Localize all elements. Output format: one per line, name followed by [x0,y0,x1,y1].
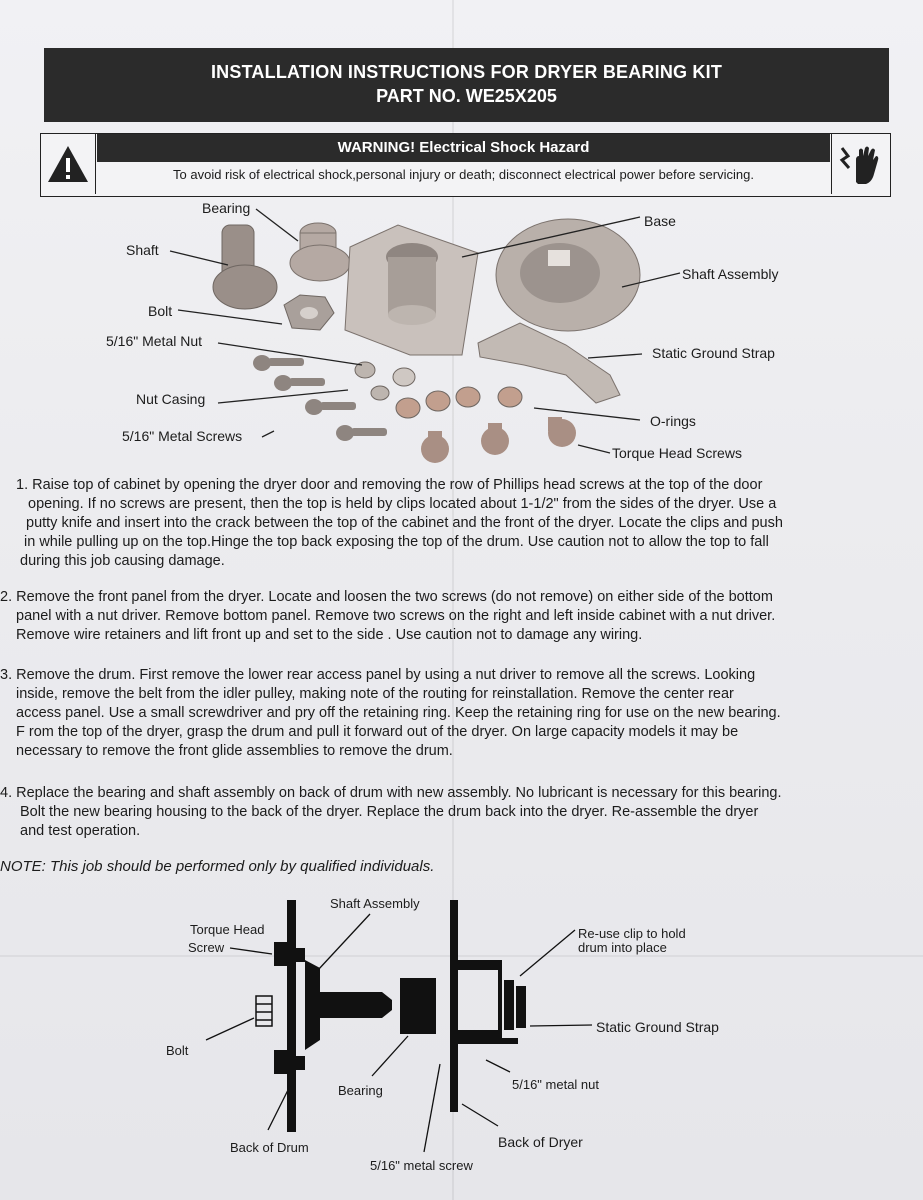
label-shaft: Shaft [126,242,159,258]
label-metal-nut: 5/16" Metal Nut [106,333,203,349]
warning-text: To avoid risk of electrical shock,personal injury or death; disconnect electrical power before servicing. [173,167,754,182]
step-number: 1. [16,477,29,493]
torque-head-screws-part [421,417,576,463]
label-torque-head-screws: Torque Head Screws [612,445,742,461]
diagram-label-back-of-dryer: Back of Dryer [498,1134,583,1150]
step-number: 4. [0,785,13,801]
parts-illustration [0,195,923,475]
nuts-and-orings-part [355,362,522,418]
step-line: Remove wire retainers and lift front up and set to the side . Use caution not to damage any wiring. [16,627,643,643]
label-static-ground-strap: Static Ground Strap [652,345,775,361]
label-shaft-assembly: Shaft Assembly [682,266,779,282]
shaft-assembly-part [496,219,640,331]
title-banner [44,48,889,122]
label-metal-screws: 5/16" Metal Screws [122,428,243,444]
label-o-rings: O-rings [650,413,696,429]
step-line: putty knife and insert into the crack between the top of the cabinet and the front of the dryer. Locate the clips and push [26,515,783,531]
warning-heading: WARNING! Electrical Shock Hazard [97,134,830,162]
diagram-label-back-of-drum: Back of Drum [230,1140,309,1155]
assembly-diagram [0,890,923,1190]
label-nut-casing: Nut Casing [136,391,206,407]
label-bearing: Bearing [202,200,251,216]
part-number: PART NO. WE25X205 [376,86,557,106]
step-line: opening. If no screws are present, then the top is held by clips located about 1-1/2" from the sides of the dryer. Use a [28,496,777,512]
shaft-part [213,225,277,309]
diagram-label-reuse-clip-line2: drum into place [578,940,667,955]
step-line: necessary to remove the front glide assemblies to remove the drum. [16,743,453,759]
step-line: in while pulling up on the top.Hinge the top back exposing the top of the drum. Use caution not to allow the top to fall [24,534,769,550]
diagram-label-metal-screw: 5/16" metal screw [370,1158,473,1173]
step-line: F rom the top of the dryer, grasp the drum and pull it forward out of the dryer. On large capacity models it may be [16,724,739,740]
step-number: 3. [0,667,13,683]
diagram-label-torque-head-screw: Torque Head [190,922,265,937]
step-line: access panel. Use a small screwdriver and pry off the retaining ring. Keep the retaining ring for use on the new bearing. [16,705,781,721]
bearing-part [290,223,350,281]
label-base: Base [644,213,676,229]
diagram-label-torque-head-screw-line2: Screw [188,940,225,955]
step-line: Replace the bearing and shaft assembly on back of drum with new assembly. No lubricant is necessary for this bearing. [16,785,782,801]
step-3 [0,666,781,761]
label-bolt: Bolt [148,303,173,319]
page-title: INSTALLATION INSTRUCTIONS FOR DRYER BEARING KIT [210,62,723,82]
diagram-label-shaft-assembly: Shaft Assembly [330,896,420,911]
diagram-label-bolt: Bolt [166,1043,189,1058]
diagram-label-static-ground-strap: Static Ground Strap [596,1019,719,1035]
diagram-label-bearing: Bearing [338,1083,383,1098]
diagram-label-reuse-clip: Re-use clip to hold [578,926,686,941]
step-line: Remove the front panel from the dryer. Locate and loosen the two screws (do not remove) on either side of the bottom [16,589,773,605]
assembly-drawing [0,890,923,1190]
step-line: during this job causing damage. [20,553,225,569]
hand-shock-icon [831,134,890,194]
step-line: Bolt the new bearing housing to the back of the dryer. Replace the drum back into the dryer. Re-assemble the dryer [20,804,759,820]
static-ground-strap-part [478,323,620,403]
step-number: 2. [0,589,13,605]
step-line: panel with a nut driver. Remove bottom panel. Remove two screws on the right and left inside cabinet with a nut driver. [16,608,776,624]
step-line: Remove the drum. First remove the lower rear access panel by using a nut driver to remove all the screws. Looking [16,667,756,683]
bolt-drawing [256,996,272,1026]
diagram-leader-lines [206,914,592,1152]
warning-triangle-icon [41,134,96,194]
base-part [345,225,478,355]
step-2 [0,588,775,645]
step-line: Raise top of cabinet by opening the dryer door and removing the row of Phillips head screws at the top of the door [32,477,763,493]
step-4 [0,784,782,841]
step-1 [16,476,783,571]
step-line: and test operation. [20,823,141,839]
diagram-label-metal-nut: 5/16" metal nut [512,1077,600,1092]
warning-box [40,133,891,197]
note-qualified-individuals: NOTE: This job should be performed only by qualified individuals. [0,858,435,875]
step-line: inside, remove the belt from the idler pulley, making note of the routing for reinstallation. Remove the center rear [16,686,734,702]
